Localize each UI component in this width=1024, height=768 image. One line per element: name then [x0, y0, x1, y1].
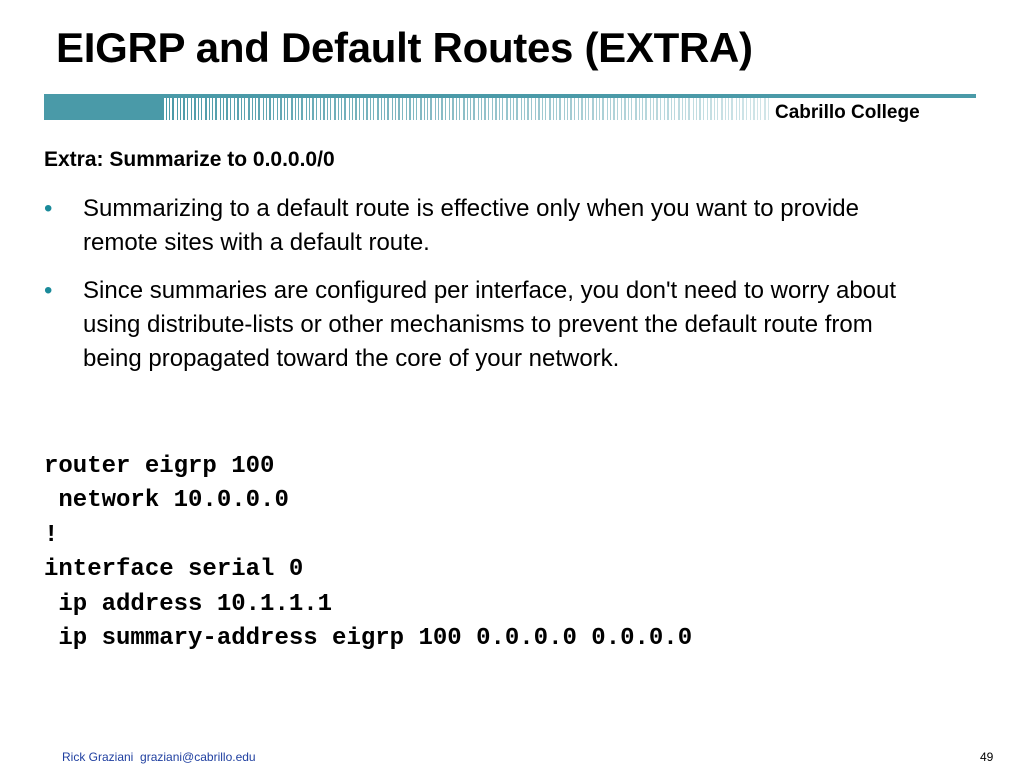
banner-stripe: [406, 98, 407, 120]
banner-stripe: [201, 98, 202, 120]
banner-stripe: [492, 98, 493, 120]
banner-stripe: [760, 98, 761, 120]
banner-stripe: [255, 98, 256, 120]
footer-author: Rick Graziani graziani@cabrillo.edu: [62, 750, 256, 764]
banner-stripe: [768, 98, 769, 120]
banner-stripe: [567, 98, 568, 120]
banner-stripe: [527, 98, 529, 120]
banner-top-line: [44, 94, 976, 98]
banner-stripe: [409, 98, 411, 120]
banner-stripe: [416, 98, 417, 120]
banner-stripe: [269, 98, 271, 120]
banner-stripe: [731, 98, 733, 120]
banner-stripe: [341, 98, 342, 120]
banner-stripe: [398, 98, 400, 120]
banner-stripe: [226, 98, 228, 120]
banner-stripe: [710, 98, 712, 120]
banner-stripe: [739, 98, 740, 120]
code-block: [44, 450, 692, 656]
banner-stripe: [645, 98, 647, 120]
banner-stripe: [395, 98, 396, 120]
banner-stripe: [742, 98, 744, 120]
banner-stripe: [764, 98, 766, 120]
banner-stripe: [688, 98, 690, 120]
bullet-item-1: [44, 192, 904, 262]
banner-stripe: [445, 98, 446, 120]
bullet-text: Since summaries are configured per interface, you don't need to worry about using distribute-lists or other mechanisms to prevent the default route from being propagated toward the core of your network.: [83, 277, 897, 372]
banner-stripe: [459, 98, 460, 120]
banner-stripe: [703, 98, 704, 120]
banner-stripe: [183, 98, 185, 120]
banner-stripe: [495, 98, 497, 120]
code-line: ip address 10.1.1.1: [44, 590, 333, 618]
banner-stripe: [545, 98, 546, 120]
banner-stripe: [538, 98, 540, 120]
banner-stripe: [549, 98, 551, 120]
banner-stripe: [220, 98, 221, 120]
banner-stripe: [441, 98, 443, 120]
banner-stripe: [639, 98, 640, 120]
banner-stripe: [664, 98, 665, 120]
banner-stripe: [624, 98, 626, 120]
banner-stripe: [352, 98, 353, 120]
banner-stripe: [427, 98, 428, 120]
banner-stripe: [212, 98, 213, 120]
banner-stripe: [287, 98, 288, 120]
banner-stripe: [467, 98, 468, 120]
banner-stripe: [535, 98, 536, 120]
banner-stripe: [244, 98, 245, 120]
banner-stripe: [696, 98, 697, 120]
banner-stripe: [585, 98, 586, 120]
banner-stripe: [617, 98, 618, 120]
banner-stripe: [215, 98, 217, 120]
banner-stripe: [574, 98, 575, 120]
banner-stripe: [387, 98, 389, 120]
code-line: network 10.0.0.0: [44, 487, 289, 515]
banner-stripe: [234, 98, 235, 120]
banner-stripe: [599, 98, 600, 120]
banner-stripe: [521, 98, 522, 120]
banner-stripe: [263, 98, 264, 120]
bullet-dot-icon: •: [44, 277, 53, 304]
banner-stripe: [578, 98, 579, 120]
banner-stripe: [449, 98, 450, 120]
banner-stripe: [373, 98, 374, 120]
banner-stripe: [355, 98, 357, 120]
banner-stripe: [524, 98, 525, 120]
banner-stripe: [230, 98, 231, 120]
banner-stripe: [248, 98, 250, 120]
banner-stripe: [277, 98, 278, 120]
banner-stripe: [592, 98, 594, 120]
banner-stripe: [502, 98, 503, 120]
banner-stripe: [456, 98, 457, 120]
banner-stripe: [660, 98, 661, 120]
banner-stripe: [191, 98, 192, 120]
banner-stripe: [241, 98, 242, 120]
banner-stripe: [714, 98, 715, 120]
banner-stripe: [309, 98, 310, 120]
banner-stripe: [506, 98, 508, 120]
banner-stripe: [370, 98, 371, 120]
banner-stripe: [642, 98, 643, 120]
banner-stripe: [610, 98, 611, 120]
banner-stripe: [402, 98, 403, 120]
banner-stripe: [553, 98, 554, 120]
banner-stripe: [564, 98, 565, 120]
banner-stripe: [559, 98, 561, 120]
banner-stripe: [602, 98, 604, 120]
banner-stripe: [344, 98, 346, 120]
banner-stripe: [209, 98, 210, 120]
banner-stripe: [728, 98, 729, 120]
banner-stripe: [750, 98, 751, 120]
banner-stripe: [699, 98, 701, 120]
banner-stripe: [194, 98, 196, 120]
banner-stripe: [438, 98, 439, 120]
banner-stripe: [298, 98, 299, 120]
banner-stripe: [470, 98, 471, 120]
banner-stripe: [291, 98, 293, 120]
banner-stripe: [363, 98, 364, 120]
banner-stripe: [177, 98, 178, 120]
banner-stripe: [198, 98, 199, 120]
banner-stripe: [312, 98, 314, 120]
banner-stripe: [588, 98, 589, 120]
banner-stripe: [570, 98, 572, 120]
bullet-item-2: [44, 274, 904, 414]
banner-stripe: [366, 98, 368, 120]
banner-stripe: [510, 98, 511, 120]
code-line: !: [44, 521, 59, 549]
banner-stripe: [628, 98, 629, 120]
banner-stripe: [693, 98, 694, 120]
banner-stripe: [381, 98, 382, 120]
banner-stripe: [180, 98, 181, 120]
banner-stripe: [613, 98, 615, 120]
banner-stripe: [323, 98, 325, 120]
banner-stripe: [607, 98, 608, 120]
banner-stripe: [653, 98, 654, 120]
banner-stripe: [581, 98, 583, 120]
banner-stripe: [463, 98, 465, 120]
banner-stripe: [667, 98, 669, 120]
banner-stripe: [162, 98, 164, 120]
banner-stripe: [384, 98, 385, 120]
banner-stripe: [721, 98, 723, 120]
banner-stripe: [499, 98, 500, 120]
banner-stripe: [452, 98, 454, 120]
banner-stripe: [435, 98, 436, 120]
banner-stripe: [301, 98, 303, 120]
code-line: interface serial 0: [44, 556, 304, 584]
banner-stripe: [187, 98, 188, 120]
banner-stripe: [330, 98, 331, 120]
banner-stripe: [531, 98, 532, 120]
bullet-dot-icon: •: [44, 195, 53, 222]
code-line: ip summary-address eigrp 100 0.0.0.0 0.0.0.0: [44, 625, 693, 653]
slide-title: EIGRP and Default Routes (EXTRA): [56, 24, 753, 71]
banner-stripe: [205, 98, 207, 120]
banner-stripe: [481, 98, 482, 120]
banner-stripe: [678, 98, 680, 120]
banner-stripe: [542, 98, 543, 120]
banner-stripe: [420, 98, 422, 120]
banner-stripe: [166, 98, 167, 120]
banner-stripe: [556, 98, 557, 120]
banner-stripe: [295, 98, 296, 120]
banner-stripe: [377, 98, 379, 120]
banner-stripes: [162, 98, 769, 120]
banner-stripe: [736, 98, 737, 120]
banner-solid-block: [44, 98, 162, 120]
banner-stripe: [725, 98, 726, 120]
banner-stripe: [631, 98, 632, 120]
page-number: 49: [980, 750, 994, 764]
banner-stripe: [621, 98, 622, 120]
banner-stripe: [674, 98, 675, 120]
banner-stripe: [430, 98, 432, 120]
banner-stripe: [223, 98, 224, 120]
banner-stripe: [266, 98, 267, 120]
banner-stripe: [172, 98, 174, 120]
banner-stripe: [392, 98, 393, 120]
banner-stripe: [316, 98, 317, 120]
banner-stripe: [327, 98, 328, 120]
banner-stripe: [273, 98, 274, 120]
banner-stripe: [320, 98, 321, 120]
banner-stripe: [424, 98, 425, 120]
banner-stripe: [169, 98, 170, 120]
banner-stripe: [413, 98, 414, 120]
banner-stripe: [478, 98, 479, 120]
banner-stripe: [513, 98, 514, 120]
banner-stripe: [258, 98, 260, 120]
banner-stripe: [516, 98, 518, 120]
code-line: router eigrp 100: [44, 453, 275, 480]
banner-stripe: [284, 98, 285, 120]
banner-stripe: [682, 98, 683, 120]
banner-stripe: [338, 98, 339, 120]
banner-stripe: [753, 98, 755, 120]
subheading: Extra: Summarize to 0.0.0.0/0: [44, 148, 335, 171]
banner-stripe: [488, 98, 489, 120]
banner-stripe: [746, 98, 747, 120]
banner-stripe: [717, 98, 718, 120]
banner-stripe: [252, 98, 253, 120]
banner-stripe: [707, 98, 708, 120]
banner-stripe: [656, 98, 658, 120]
bullet-text: Summarizing to a default route is effective only when you want to provide remote sites with a default route.: [83, 195, 859, 256]
banner-stripe: [334, 98, 336, 120]
banner-stripe: [359, 98, 360, 120]
banner-stripe: [650, 98, 651, 120]
banner-stripe: [596, 98, 597, 120]
banner-stripe: [635, 98, 637, 120]
banner-stripe: [685, 98, 686, 120]
banner-stripe: [757, 98, 758, 120]
banner-stripe: [349, 98, 350, 120]
banner-stripe: [237, 98, 239, 120]
banner-stripe: [280, 98, 282, 120]
college-label: Cabrillo College: [775, 102, 920, 123]
banner-stripe: [484, 98, 486, 120]
banner-stripe: [671, 98, 672, 120]
banner-stripe: [473, 98, 475, 120]
banner-stripe: [306, 98, 307, 120]
